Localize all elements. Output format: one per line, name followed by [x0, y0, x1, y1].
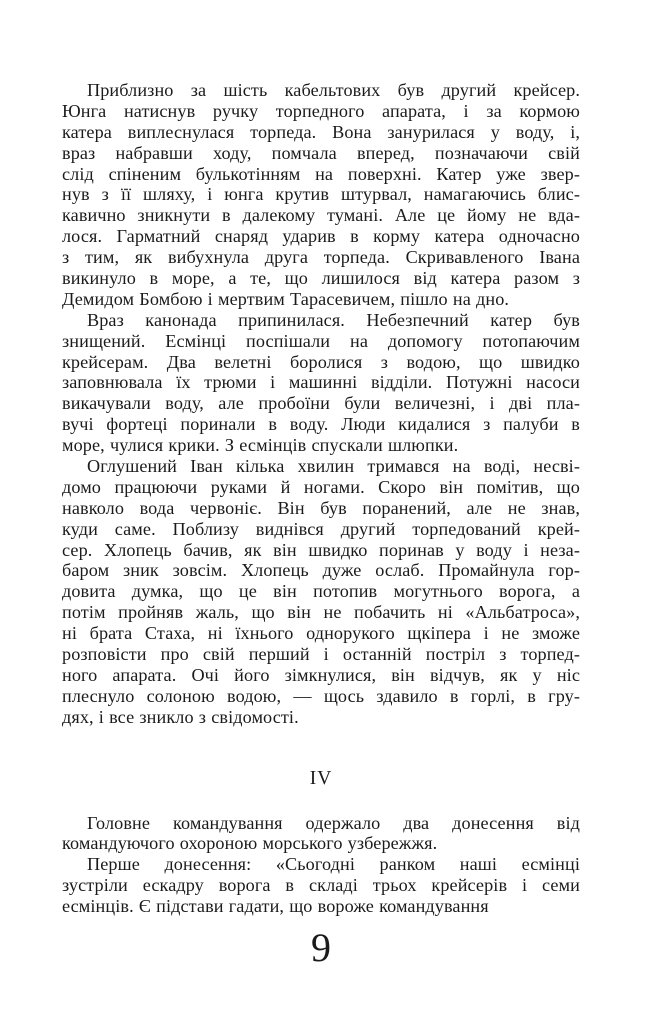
text-line: з тим, як вибухнула друга торпеда. Скривавленого Івана	[62, 247, 580, 268]
paragraph	[62, 310, 580, 456]
text-line: море, чулися крики. З есмінців спускали шлюпки.	[62, 435, 459, 456]
text-line: лося. Гарматний снаряд ударив в корму катера одночасно	[62, 226, 580, 247]
text-line: баром зник зовсім. Хлопець дуже ослаб. Промайнула гор-	[62, 560, 580, 581]
paragraph	[62, 80, 580, 310]
text-line: враз набравши ходу, помчала вперед, позначаючи свій	[62, 142, 580, 163]
text-line: вучі фортеці поринали в воду. Люди кидалися з палуби в	[62, 414, 580, 435]
text-line: домо працюючи руками й ногами. Скоро він помітив, що	[62, 476, 580, 497]
text-line: ного апарата. Очі його зімкнулися, він відчув, як у ніс	[62, 664, 580, 685]
text-line: крейсерам. Два велетні боролися з водою, що швидко	[62, 351, 580, 372]
text-block	[62, 80, 580, 917]
text-line: Головне командування одержало два донесення від	[87, 812, 580, 833]
paragraph	[62, 813, 580, 855]
text-line: плеснуло солоною водою, — щось здавило в горлі, в гру-	[62, 685, 580, 706]
text-line: слід спіненим булькотінням на поверхні. Катер уже звер-	[62, 163, 580, 184]
text-line: навколо вода червоніє. Він був поранений, але не знав,	[62, 497, 580, 518]
text-line: Демидом Бомбою і мертвим Тарасевичем, пішло на дно.	[62, 288, 510, 309]
text-line: Приблизно за шість кабельтових був другий крейсер.	[87, 80, 580, 100]
text-line: есмінців. Є підстави гадати, що вороже командування	[62, 896, 489, 917]
text-line: нув з її шляху, і юнга крутив штурвал, намагаючись блис-	[62, 184, 580, 205]
text-line: викинуло в море, а те, що лишилося від катера разом з	[62, 268, 580, 289]
text-line: сер. Хлопець бачив, як він швидко поринав у воду і неза-	[62, 539, 580, 560]
text-line: зустріли ескадру ворога в складі трьох крейсерів і семи	[62, 875, 580, 896]
text-line: катера виплеснулася торпеда. Вона занурилася у воду, і,	[62, 121, 580, 142]
text-line: ні брата Стаха, ні їхнього однорукого щкіпера і не зможе	[62, 623, 580, 644]
text-line: командуючого охороною морського узбережжя.	[62, 833, 438, 854]
text-line: кавично зникнути в далекому тумані. Але це йому не вда-	[62, 205, 580, 226]
text-line: знищений. Есмінці поспішали на допомогу потопаючим	[62, 330, 580, 351]
text-line: Юнга натиснув ручку торпедного апарата, і за кормою	[62, 100, 580, 121]
text-line: викачували воду, але пробоїни були величезні, і дві пла-	[62, 393, 580, 414]
text-line: Оглушений Іван кілька хвилин тримався на воді, несві-	[87, 456, 580, 477]
text-line: заповнювала їх трюми і машинні відділи. Потужні насоси	[62, 372, 580, 393]
section-heading: IV	[309, 767, 333, 789]
text-line: дях, і все зникло з свідомості.	[62, 706, 299, 727]
text-line: потім пройняв жаль, що він не побачить ні «Альбатроса»,	[62, 602, 580, 623]
text-line: розповісти про свій перший і останній постріл з торпед-	[62, 644, 580, 665]
text-line: Перше донесення: «Сьогодні ранком наші есмінці	[87, 854, 580, 875]
page-number: 9	[311, 925, 331, 970]
text-line: куди саме. Поблизу виднівся другий торпедований крей-	[62, 518, 580, 539]
text-line: довита думка, що це він потопив могутнього ворога, а	[62, 581, 580, 602]
paragraph	[62, 854, 580, 917]
text-line: Враз канонада припинилася. Небезпечний катер був	[87, 309, 580, 330]
paragraph	[62, 456, 580, 728]
